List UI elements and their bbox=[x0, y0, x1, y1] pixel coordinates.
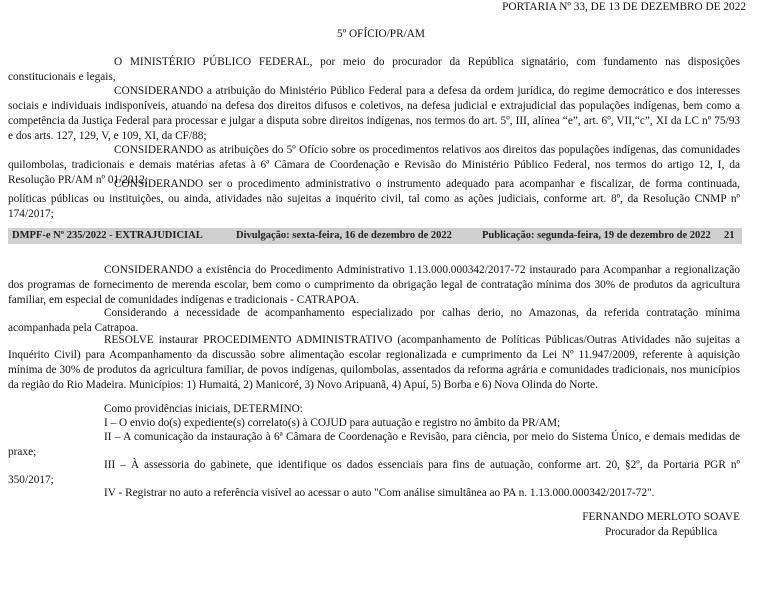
item-iii: III – À assessoria do gabinete, que identifique os dados essenciais para fins de autuação, conforme art. 20, §2º, da Portaria PGR nº 350/2017; bbox=[8, 459, 740, 486]
item-iv: IV - Registrar no auto a referência visível ao acessar o auto "Com análise simultânea ao PA n. 1.13.000.000342/2017-72". bbox=[104, 487, 655, 499]
journal-id: DMPF-e Nº 235/2022 - EXTRAJUDICIAL bbox=[12, 230, 203, 241]
determino-heading: Como providências iniciais, DETERMINO: bbox=[104, 403, 303, 415]
cut-paragraph-container bbox=[8, 178, 740, 220]
signature-block bbox=[582, 510, 740, 540]
considerando-paragraph-1: CONSIDERANDO a atribuição do Ministério Público Federal para a defesa da ordem jurídica, do regime democrático e dos interesses sociais e individuais indisponíveis, atuando na defesa dos direitos difusos e coletivos, na defesa judicial e extrajudicial das populações indígenas, bem como a competência da Justiça Federal para processar e julgar a disputa sobre direitos indígenas, nos termos do art. 5º, III, alínea “e”, art. 6º, VII,“c”, XI da LC nº 75/93 e dos arts. 127, 129, V, e 109, XI, da CF/88; bbox=[8, 85, 740, 142]
signer-name: FERNANDO MERLOTO SOAVE bbox=[582, 511, 740, 523]
oficio-heading: 5º OFÍCIO/PR/AM bbox=[337, 28, 425, 40]
signer-title: Procurador da República bbox=[604, 526, 718, 538]
considerando-procedimento-paragraph: CONSIDERANDO a existência do Procedimento Administrativo 1.13.000.000342/2017-72 instaurado para Acompanhar a regionalização dos programas de fornecimento de merenda escolar, bem como o cumprimento da obrigação legal de contratação mínima dos 30% de produtos da agricultura familiar, em especial de comunidades indígenas e tradicionais - CATRAPOA. bbox=[8, 264, 740, 306]
considerando-necessidade-paragraph: Considerando a necessidade de acompanhamento especializado por calhas derio, no Amazonas, da referida contratação mínima acompanhada pela Catrapoa. bbox=[8, 307, 740, 334]
intro-paragraph: O MINISTÉRIO PÚBLICO FEDERAL, por meio do procurador da República signatário, com fundamento nas disposições constitucionais e legais, bbox=[8, 56, 740, 83]
considerando-paragraph-3: CONSIDERANDO ser o procedimento administrativo o instrumento adequado para acompanhar e fiscalizar, de forma continuada, políticas públicas ou instituições, ou ainda, atividades não sujeitas a inquérito civil, tal como as ações judiciais, conforme art. 8º, da Resolução CNMP nº 174/2017; bbox=[8, 178, 740, 220]
item-ii: II – A comunicação da instauração à 6ª Câmara de Coordenação e Revisão, para ciência, por meio do Sistema Único, e demais medidas de praxe; bbox=[8, 431, 740, 458]
divulgacao-date: Divulgação: sexta-feira, 16 de dezembro de 2022 bbox=[236, 230, 452, 241]
considerando-paragraph-2: CONSIDERANDO as atribuições do 5º Ofício sobre os procedimentos relativos aos direitos das populações indígenas, das comunidades quilombolas, tradicionais e demais matérias afetas à 6ª Câmara de Coordenação e Revisão do Ministério Público Federal, nos termos do artigo 12, I, da Resolução PR/AM nº 01/2012; bbox=[8, 144, 740, 186]
resolve-paragraph: RESOLVE instaurar PROCEDIMENTO ADMINISTRATIVO (acompanhamento de Políticas Públicas/Outras Atividades não sujeitas a Inquérito Civil) para Acompanhamento da discussão sobre alimentação escolar regionalizada e cumprimento da Lei Nº 11.947/2009, referente à aquisição mínima de 30% de produtos da agricultura familiar, de povos indígenas, quilombolas, assentados da reforma agrária e comunidades tradicionais, nos municípios da região do Rio Madeira. Municípios: 1) Humaitá, 2) Manicoré, 3) Novo Aripuanã, 4) Apuí, 5) Borba e 6) Nova Olinda do Norte. bbox=[8, 334, 740, 391]
page-number: 21 bbox=[724, 230, 735, 241]
portaria-heading: PORTARIA Nº 33, DE 13 DE DEZEMBRO DE 2022 bbox=[502, 1, 746, 13]
item-i: I – O envio do(s) expediente(s) correlato(s) à COJUD para autuação e registro no âmbito da PR/AM; bbox=[104, 417, 561, 429]
journal-separator-bar bbox=[8, 228, 742, 244]
publicacao-date: Publicação: segunda-feira, 19 de dezembro de 2022 bbox=[482, 230, 711, 241]
